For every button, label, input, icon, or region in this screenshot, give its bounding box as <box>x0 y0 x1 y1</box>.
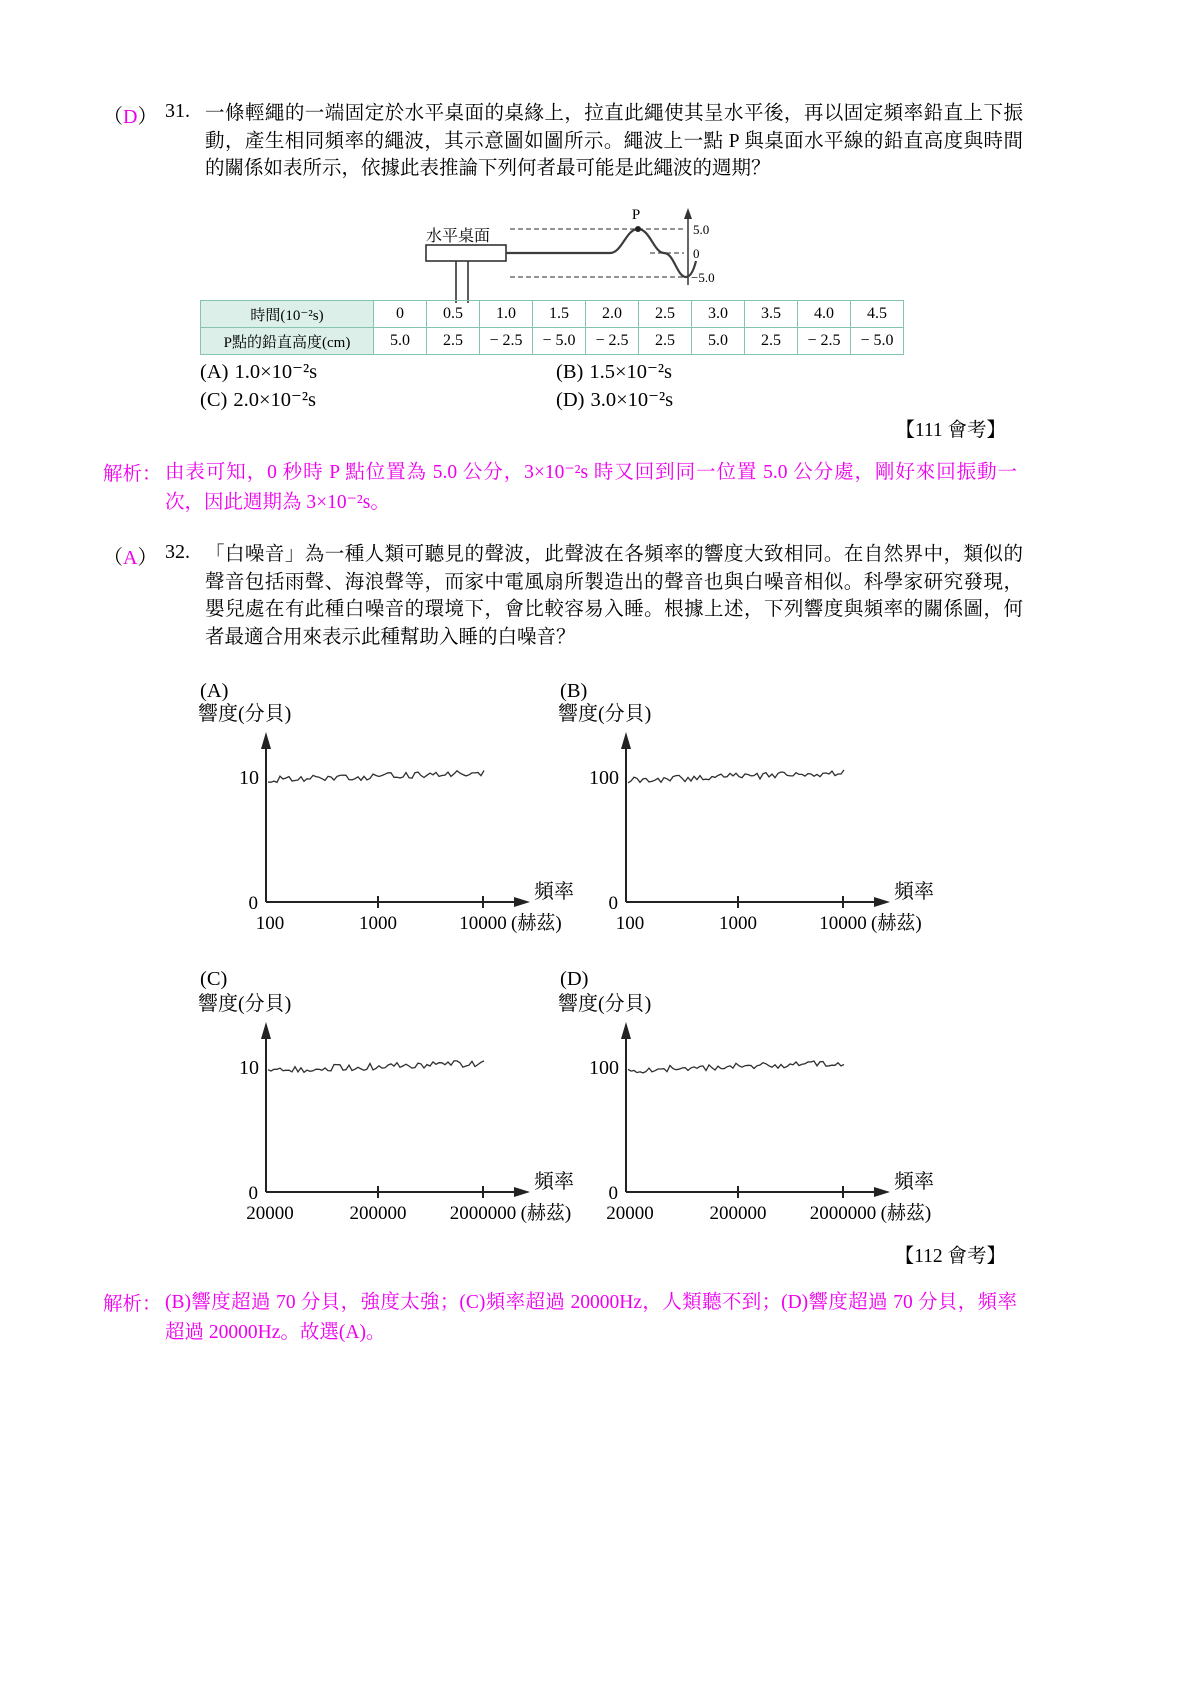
x-tick-label: 20000 <box>606 1203 654 1224</box>
x-tick-label: 100 <box>615 913 645 934</box>
point-P-dot <box>635 226 641 232</box>
answer-paren-close: ） <box>137 547 158 569</box>
x-unit-label: (赫茲) <box>871 913 922 934</box>
y-axis-label: 響度(分貝) <box>558 703 652 725</box>
table-cell-height: − 5.0 <box>851 328 904 355</box>
y-tick-label: 100 <box>589 1057 619 1079</box>
origin-label: 0 <box>608 893 618 914</box>
option-text: 1.0×10⁻²s <box>234 361 318 383</box>
analysis-31 <box>103 458 1017 518</box>
y-tick-label: 10 <box>239 767 259 789</box>
y-axis-arrow-icon <box>621 1022 631 1039</box>
chart-panel-label-B: (B) <box>560 680 588 702</box>
table-cell-height: − 2.5 <box>798 328 851 355</box>
x-unit-label: (赫茲) <box>880 1203 932 1224</box>
option-label: (B) <box>556 361 584 383</box>
question-31 <box>103 100 1023 183</box>
white-noise-line <box>268 1061 484 1072</box>
x-tick-label: 1000 <box>359 913 397 934</box>
question-number-31: 31. <box>165 100 190 122</box>
answer-paren-open: （ <box>103 547 123 569</box>
option-text: 3.0×10⁻²s <box>590 389 674 411</box>
x-unit-label: (赫茲) <box>511 913 562 934</box>
answer-paren-open: （ <box>103 106 123 128</box>
scale-label-mid: 0 <box>693 246 700 261</box>
table-cell-height: 2.5 <box>427 328 480 355</box>
table-cell-time: 1.0 <box>480 301 533 328</box>
white-noise-line <box>628 1061 844 1073</box>
option-label: (D) <box>556 389 585 411</box>
scale-axis-arrow-icon <box>684 208 692 219</box>
x-axis-label: 頻率 <box>534 881 574 903</box>
x-tick-label: 2000000 <box>449 1203 517 1224</box>
x-axis-arrow-icon <box>874 1187 890 1197</box>
table-cell-height: 5.0 <box>374 328 427 355</box>
tabletop <box>426 245 506 261</box>
table-cell-height: 2.5 <box>745 328 798 355</box>
x-tick-label: 10000 <box>459 913 507 934</box>
question-text-32: 「白噪音」為一種人類可聽見的聲波，此聲波在各頻率的響度大致相同。在自然界中，類似的聲音包括雨聲、海浪聲等，而家中電風扇所製造出的聲音也與白噪音相似。科學家研究發現，嬰兒處在有此種白噪音的環境下，會比較容易入睡。根據上述，下列響度與頻率的關係圖，何者最適合用來表示此種幫助入睡的白噪音？ <box>205 544 1023 648</box>
y-axis-label: 響度(分貝) <box>558 993 652 1015</box>
answer-paren-close: ） <box>137 106 158 128</box>
option-text: 1.5×10⁻²s <box>589 361 672 383</box>
table-cell-time: 2.5 <box>639 301 692 328</box>
table-cell-height: − 2.5 <box>586 328 639 355</box>
x-tick-label: 20000 <box>246 1203 294 1224</box>
analysis-text-32: (B)響度超過 70 分貝，強度太強；(C)頻率超過 20000Hz，人類聽不到；(D)響度超過 70 分貝，頻率超過 20000Hz。故選(A)。 <box>165 1292 1017 1343</box>
option-text: 2.0×10⁻²s <box>233 389 316 411</box>
rope-wave-curve <box>506 229 696 277</box>
answer-32 <box>103 541 165 570</box>
time-height-table <box>200 300 904 355</box>
x-axis-label: 頻率 <box>894 881 934 903</box>
chart-D <box>556 992 986 1242</box>
x-axis-arrow-icon <box>874 897 890 907</box>
x-tick-label: 200000 <box>709 1203 767 1224</box>
table-row-height <box>201 328 904 355</box>
table-cell-height: − 2.5 <box>480 328 533 355</box>
option-C <box>200 387 556 412</box>
option-label: (A) <box>200 361 229 383</box>
x-unit-label: (赫茲) <box>520 1203 572 1224</box>
table-cell-time: 4.5 <box>851 301 904 328</box>
option-label: (C) <box>200 389 228 411</box>
analysis-32 <box>103 1288 1017 1348</box>
table-header-time: 時間(10⁻²s) <box>201 301 374 328</box>
exam-source-31: 【111 會考】 <box>895 420 1006 441</box>
x-axis-label: 頻率 <box>894 1171 934 1193</box>
x-tick-label: 2000000 <box>809 1203 877 1224</box>
option-B <box>556 359 912 384</box>
options-31 <box>200 359 912 412</box>
origin-label: 0 <box>608 1183 618 1204</box>
table-header-height: P點的鉛直高度(cm) <box>201 328 374 355</box>
x-axis-label: 頻率 <box>534 1171 574 1193</box>
table-cell-time: 1.5 <box>533 301 586 328</box>
y-axis-arrow-icon <box>261 732 271 749</box>
y-tick-label: 100 <box>589 767 619 789</box>
scale-label-top: 5.0 <box>693 222 710 237</box>
chart-panel-label-D: (D) <box>560 968 589 990</box>
chart-panel-label-A: (A) <box>200 680 229 702</box>
chart-B <box>556 702 986 952</box>
answer-letter-32: A <box>123 547 138 569</box>
scale-label-bottom: −5.0 <box>691 270 715 285</box>
table-cell-time: 3.5 <box>745 301 798 328</box>
table-cell-time: 3.0 <box>692 301 745 328</box>
table-cell-height: − 5.0 <box>533 328 586 355</box>
y-axis-label: 響度(分貝) <box>198 993 292 1015</box>
white-noise-line <box>628 770 844 783</box>
question-32 <box>103 541 1023 651</box>
surface-label: 水平桌面 <box>426 228 491 245</box>
origin-label: 0 <box>248 1183 258 1204</box>
y-tick-label: 10 <box>239 1057 259 1079</box>
question-number-32: 32. <box>165 541 190 563</box>
analysis-label-31: 解析： <box>103 464 162 485</box>
table-cell-height: 5.0 <box>692 328 745 355</box>
x-tick-label: 200000 <box>349 1203 407 1224</box>
table-cell-time: 4.0 <box>798 301 851 328</box>
y-axis-arrow-icon <box>261 1022 271 1039</box>
origin-label: 0 <box>248 893 258 914</box>
table-row-time <box>201 301 904 328</box>
answer-letter-31: D <box>123 106 138 128</box>
analysis-label-32: 解析： <box>103 1294 162 1315</box>
chart-panel-label-C: (C) <box>200 968 228 990</box>
x-tick-label: 10000 <box>819 913 867 934</box>
x-axis-arrow-icon <box>514 897 530 907</box>
y-axis-arrow-icon <box>621 732 631 749</box>
x-tick-label: 100 <box>255 913 285 934</box>
table-cell-time: 2.0 <box>586 301 639 328</box>
rope-wave-diagram <box>398 203 738 303</box>
table-cell-time: 0.5 <box>427 301 480 328</box>
question-text-31: 一條輕繩的一端固定於水平桌面的桌緣上，拉直此繩使其呈水平後，再以固定頻率鉛直上下振動，產生相同頻率的繩波，其示意圖如圖所示。繩波上一點 P 與桌面水平線的鉛直高度與時間的關係如表所示，依據此表推論下列何者最可能是此繩波的週期？ <box>205 103 1023 179</box>
answer-31 <box>103 100 165 129</box>
point-P-label: P <box>631 207 641 223</box>
x-axis-arrow-icon <box>514 1187 530 1197</box>
option-A <box>200 359 556 384</box>
table-cell-time: 0 <box>374 301 427 328</box>
loudness-frequency-chart <box>556 702 986 947</box>
x-tick-label: 1000 <box>719 913 757 934</box>
analysis-text-31: 由表可知，0 秒時 P 點位置為 5.0 公分，3×10⁻²s 時又回到同一位置 5.0 公分處，剛好來回振動一次，因此週期為 3×10⁻²s。 <box>165 462 1017 513</box>
option-D <box>556 387 912 412</box>
loudness-frequency-chart <box>556 992 986 1237</box>
white-noise-line <box>268 771 484 783</box>
exam-source-32: 【112 會考】 <box>894 1246 1006 1267</box>
table-cell-height: 2.5 <box>639 328 692 355</box>
y-axis-label: 響度(分貝) <box>198 703 292 725</box>
